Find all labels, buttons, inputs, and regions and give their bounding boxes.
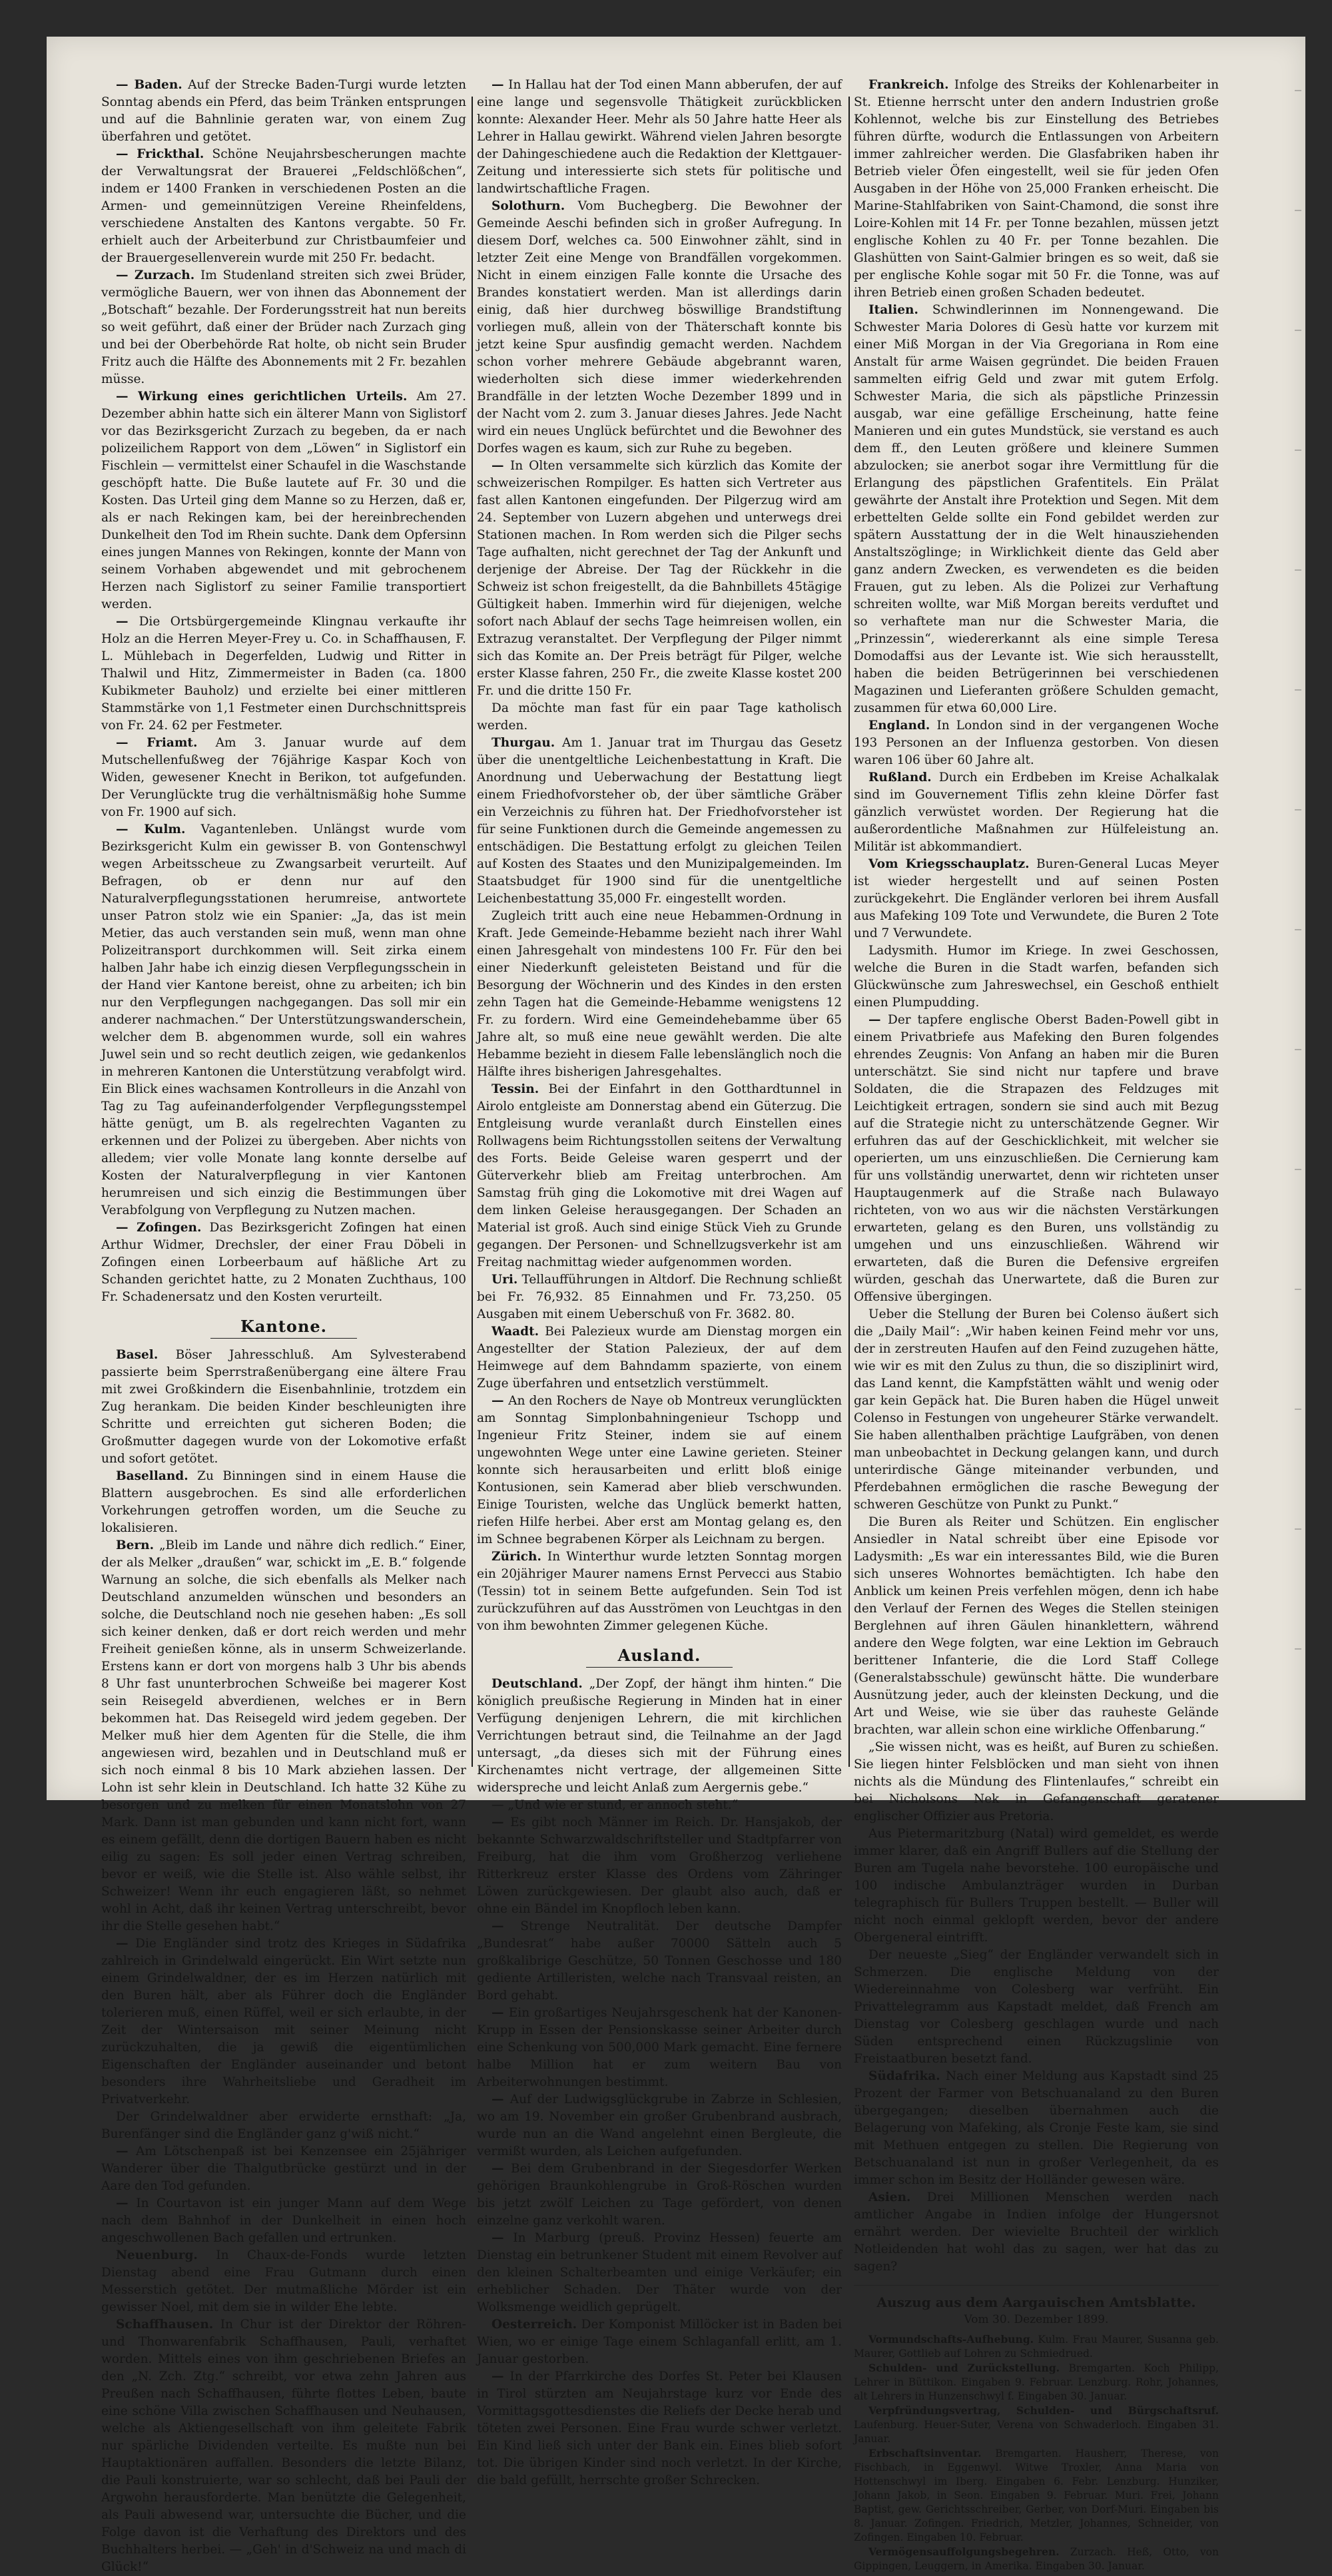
- article-text: Am Lötschenpaß ist bei Kenzensee ein 25jähriger Wanderer über die Thalgutbrücke gestürzt und in der Aare den Tod gefunden.: [101, 2144, 466, 2193]
- article-paragraph: [854, 942, 1219, 1012]
- extract-entry: [854, 2404, 1219, 2446]
- article-heading: Südafrika.: [868, 2069, 940, 2083]
- article-text: Nach einer Meldung aus Kapstadt sind 25 Prozent der Farmer von Betschuanaland zu den Buren übergegangen; dieselben übernahmen auch die Belagerung von Mafeking, als Cronje Feste kam, sie sind mit Methuen entgegen zu stellen. Die Regierung von Betschuanaland ist nun in großer Verlegenheit, da es immer schon im Besitz der Holländer gewesen wäre.: [854, 2069, 1219, 2187]
- extract-entry-text: Zurzach. Heß, Otto, von Gippingen, Leuggern, in Amerika. Eingaben 30. Januar.: [854, 2546, 1219, 2572]
- article-text: Buren-General Lucas Meyer ist wieder hergestellt und auf seinen Posten zurückgekehrt. Die Engländer verloren bei ihrem Ausfall aus Mafeking 109 Tote und Verwundete, die Buren 2 Tote und 7 Verwundete.: [854, 857, 1219, 940]
- article-heading: —: [492, 1394, 509, 1408]
- article-paragraph: [101, 821, 466, 1219]
- article-text: Drei Millionen Menschen werden nach amtlicher Angabe in Indien infolge der Hungersnot ernährt werden. Der wievielte Bruchteil der wirklich Notleidenden hat wohl das zu sagen, wer hat das zu sagen?: [854, 2190, 1219, 2274]
- column-3: [854, 77, 1219, 2572]
- article-paragraph: [854, 77, 1219, 302]
- article-text: In London sind in der vergangenen Woche 193 Personen an der Influenza gestorben. Von diesen waren 106 über 60 Jahre alt.: [854, 719, 1219, 767]
- article-text: In Courtavon ist ein junger Mann auf dem Wege nach dem Bahnhof in der Dunkelheit in einen hoch angeschwollenen Bach gefallen und ertrunken.: [101, 2196, 466, 2245]
- article-paragraph: [477, 198, 842, 458]
- article-paragraph: [477, 2005, 842, 2091]
- article-text: Schöne Neujahrsbescherungen machte der Verwaltungsrat der Brauerei „Feldschlößchen“, indem er 1400 Franken in verschiedenen Posten an die Armen- und gemeinnützigen Vereine Rheinfeldens, verschiedene Anstalten des Kantons vergabte. 50 Fr. erhielt auch der Arbeiterbund zur Christbaumfeier und der Brauergesellenverein wurde mit 250 Fr. bedacht.: [101, 147, 466, 265]
- article-paragraph: [854, 1306, 1219, 1514]
- section-heading: Kantone.: [240, 1317, 328, 1336]
- article-heading: Italien.: [868, 303, 918, 317]
- article-paragraph: [477, 1918, 842, 2005]
- column-rule: [472, 97, 473, 1767]
- extract-entry-text: Kulm. Frau Maurer, Susanna geb. Maurer, Gottlieb auf Lohren zu Schmiedrued.: [854, 2334, 1219, 2360]
- article-text: Der Grindelwaldner aber erwiderte ernsthaft: „Ja, Burenfänger sind die Engländer ganz g'wiß nicht.“: [101, 2110, 466, 2141]
- extract-entry-heading: Vormundschafts-Aufhebung.: [868, 2333, 1034, 2346]
- article-paragraph: [101, 1468, 466, 1537]
- article-paragraph: [101, 735, 466, 821]
- article-text: Das Bezirksgericht Zofingen hat einen Arthur Widmer, Drechsler, der einer Frau Döbeli in Zofingen einen Lorbeerbaum auf häßliche Art zu Schanden gerichtet hatte, zu 2 Monaten Zuchthaus, 100 Fr. Schadenersatz und den Kosten verurteilt.: [101, 1221, 466, 1304]
- section-heading: Ausland.: [617, 1646, 701, 1665]
- article-paragraph: [854, 1947, 1219, 2068]
- extract-subtitle: Vom 30. Dezember 1899.: [964, 2313, 1109, 2326]
- article-text: Böser Jahresschluß. Am Sylvesterabend passierte beim Sperrstraßenübergang eine ältere Frau mit zwei Großkindern die Eisenbahnlinie, trotzdem ein Zug herankam. Die beiden Kinder beschleunigten ihre Schritte und erreichten gut sicheren Boden; die Großmutter dagegen wurde von der Lokomotive erfaßt und sofort getötet.: [101, 1348, 466, 1466]
- extract-entry-text: Laufenburg. Heuer-Suter, Verena von Schwaderloch. Eingaben 31. Januar.: [854, 2419, 1219, 2445]
- article-paragraph: [101, 1347, 466, 1468]
- article-heading: Schaffhausen.: [116, 2318, 214, 2332]
- column-3-articles: [854, 77, 1219, 2276]
- article-text: In Chur ist der Direktor der Röhren- und Thonwarenfabrik Schaffhausen, Pauli, verhaftet worden. Mittels eines von ihm geschriebenen Briefes an den „N. Zch. Ztg.“ schreibt, vor etwa zehn Jahren aus Preußen nach Schaffhausen, führte flottes Leben, baute eine schöne Villa zwischen Schaffhausen und Neuhausen, welche als Aktiengesellschaft von ihm geleitete Fabrik nur spärliche Dividenden verteilte. Es mußte nun bei Hauptaktionären auffallen. Besonders die letzte Bilanz, die Pauli konstruierte, war so schlecht, daß bei Pauli der Argwohn herausforderte. Man benützte die Gelegenheit, als Pauli abwesend war, untersuchte die Bücher, und die Folge davon ist die Verhaftung des Direktors und des Buchhalters herbei. — „Geh' in d'Schweiz na und mach di Glück!“: [101, 2318, 466, 2574]
- extract-entry-text: Bremgarten. Koch Philipp, Lehrer in Büttikon. Eingaben 9. Februar. Lenzburg. Rohr, Johannes, alt Lehrers in Hunzenschwyl f. Eingaben 30. Januar.: [854, 2362, 1219, 2402]
- article-paragraph: [101, 2195, 466, 2247]
- article-text: Infolge des Streiks der Kohlenarbeiter in St. Etienne herrscht unter den andern Industrien große Kohlennot, welche bis zur Einstellung des Betriebes führen dürfte, wodurch die Entlassungen von Arbeitern immer zahlreicher werden. Die Glasfabriken haben ihr Betrieb vieler Öfen eingestellt, weil sie für jeden Ofen Ausgaben in der Höhe von 25,000 Franken erheischt. Die Marine-Stahlfabriken von Saint-Chamond, die sonst ihre Loire-Kohlen mit 14 Fr. per Tonne bezahlen, müssen jetzt englische Kohlen zu 40 Fr. per Tonne bezahlen. Die Glashütten von Saint-Galmier bringen es so weit, daß sie per englische Kohle sogar mit 50 Fr. die Tonne, was auf ihren Betrieb einen großen Schaden bedeutet.: [854, 78, 1219, 300]
- article-heading: Uri.: [492, 1273, 518, 1287]
- article-paragraph: [477, 735, 842, 908]
- article-heading: Oesterreich.: [492, 2318, 577, 2332]
- article-text: Der Komponist Millöcker ist in Baden bei Wien, wo er einige Tage einem Schlaganfall erlitt, am 1. Januar gestorben.: [477, 2318, 842, 2366]
- article-heading: —: [492, 2370, 510, 2384]
- article-heading: — Zurzach.: [116, 268, 195, 282]
- article-text: Strenge Neutralität. Der deutsche Dampfer „Bundesrat“ habe außer 70000 Sätteln auch 5 großkalibrige Geschütze, 50 Tonnen Geschosse und 180 gediente Artilleristen, welche nach Transvaal reisten, an Bord gehabt.: [477, 1919, 842, 2003]
- article-paragraph: [854, 1012, 1219, 1306]
- article-heading: Tessin.: [492, 1082, 539, 1096]
- article-text: Am 27. Dezember abhin hatte sich ein älterer Mann von Siglistorf vor das Bezirksgericht Zurzach zu begeben, da er nach polizeilichem Rapport von dem „Löwen“ in Siglistorf ein Fischlein — vermittelst einer Schaufel in die Waschstande geschöpft hatte. Die Buße lautete auf Fr. 30 und die Kosten. Das Urteil ging dem Manne so zu Herzen, daß er, als er nach Rekingen kam, bei der hereinbrechenden Dunkelheit den Tod im Rhein suchte. Dank dem Opfersinn eines jungen Mannes von Rekingen, konnte der Mann von seinem Vorhaben abgewendet und mit gebrochenem Herzen nach Siglistorf zu seiner Familie transportiert werden.: [101, 390, 466, 611]
- article-text: Aus Pietermaritzburg (Natal) wird gemeldet, es werde immer klarer, daß ein Angriff Bullers auf die Stellung der Buren am Tugela nahe bevorstehe. 100 europäische und 100 indische Ambulanzträger wurden in Durban telegraphisch für Bullers Truppen bestellt. — Buller will nicht noch einmal geklopft werden, bevor der andere Obergeneral eintrifft.: [854, 1827, 1219, 1945]
- article-paragraph: [854, 1825, 1219, 1947]
- article-heading: — Baden.: [116, 78, 182, 92]
- article-paragraph: [854, 302, 1219, 717]
- article-paragraph: [101, 77, 466, 146]
- article-heading: —: [492, 459, 510, 473]
- article-text: — „Und wie er stund, er annoch steht.“: [492, 1798, 739, 1812]
- article-paragraph: [477, 1393, 842, 1548]
- article-heading: Rußland.: [868, 771, 932, 785]
- article-text: Am 1. Januar trat im Thurgau das Gesetz über die unentgeltliche Leichenbestattung in Kraft. Die Anordnung und Ueberwachung der Bestattung liegt einem Friedhofvorsteher ob, der über sämtliche Gräber ein Verzeichnis zu führen hat. Der Friedhofvorsteher ist für seine Funktionen durch die Gemeinde angemessen zu entschädigen. Die Bestattung erfolgt zu gleichen Teilen auf Kosten des Staates und den Munizipalgemeinden. Im Staatsbudget für 1900 sind für die unentgeltliche Leichenbestattung 35,000 Fr. eingestellt worden.: [477, 736, 842, 906]
- article-paragraph: [477, 2368, 842, 2489]
- article-text: Zu Binningen sind in einem Hause die Blattern ausgebrochen. Es sind alle erforderlichen Vorkehrungen getroffen worden, um die Seuche zu lokalisieren.: [101, 1469, 466, 1535]
- article-paragraph: [854, 717, 1219, 769]
- article-paragraph: [477, 700, 842, 735]
- article-paragraph: [477, 2091, 842, 2160]
- article-heading: —: [492, 2231, 513, 2245]
- article-paragraph: [101, 146, 466, 267]
- article-paragraph: [854, 1514, 1219, 1739]
- newspaper-page: [47, 37, 1305, 2574]
- article-heading: — Wirkung eines gerichtlichen Urteils.: [116, 390, 408, 404]
- article-paragraph: [854, 856, 1219, 942]
- extract-entry-text: Bremgarten. Hausherr, Therese, von Fischbach, in Eggenwyl. Witwe Troxler, Anna Maria von Hottenschwyl im Iberg. Eingaben 6. Febr. Lenzburg. Hunziker, Johann Jakob, in Seon. Eingaben 9. Februar. Muri. Frei, Johann Baptist, gew. Gerichtsschreiber, Gerber, von Dorf-Muri. Eingaben bis 8. Januar. Zofingen. Friedrich, Metzler, Johannes, Schneider, von Zofingen. Eingaben 10. Februar.: [854, 2447, 1219, 2543]
- article-text: „Sie wissen nicht, was es heißt, auf Buren zu schießen. Sie liegen hinter Felsblöcken und man sieht von ihnen nichts als die Mündung des Flintenlaufes,“ schreibt ein bei Nicholsons Nek in Gefangenschaft geratener englischer Offizier aus Pretoria.: [854, 1740, 1219, 1823]
- article-heading: Vom Kriegsschauplatz.: [868, 857, 1030, 871]
- article-paragraph: [854, 1739, 1219, 1825]
- article-text: Auf der Ludwigsglückgrube in Zabrze in Schlesien, wo am 19. November ein großer Grubenbrand ausbrach, wurde nun an die Wand angelehnt einen Bergleute, die vermißt wurden, als Leichen aufgefunden.: [477, 2093, 842, 2158]
- article-paragraph: [101, 1537, 466, 1935]
- article-paragraph: [854, 769, 1219, 856]
- article-text: In Hallau hat der Tod einen Mann abberufen, der auf eine lange und segensvolle Thätigkeit zurückblicken konnte: Alexander Heer. Mehr als 50 Jahre hatte Heer als Lehrer in Hallau gewirkt. Während vielen Jahren besorgte der Dahingeschiedene auch die Redaktion der Klettgauer-Zeitung und interessierte sich stets für politische und landwirtschaftliche Fragen.: [477, 78, 842, 196]
- article-heading: — Zofingen.: [116, 1221, 202, 1235]
- article-paragraph: [477, 1323, 842, 1393]
- extract-entry-heading: Verpfründungsvertrag, Schulden- und Bürgschaftsruf.: [868, 2404, 1219, 2417]
- article-paragraph: [477, 1548, 842, 1635]
- article-heading: Waadt.: [492, 1325, 539, 1339]
- article-text: Die Ortsbürgergemeinde Klingnau verkaufte ihr Holz an die Herren Meyer-Frey u. Co. in Schaffhausen, F. L. Mühlebach in Degerfelden, Ludwig und Ritter in Thalwil und Hitz, Zimmermeister in Baden (ca. 1800 Kubikmeter Bauholz) und erzielte bei einer mittleren Stammstärke von 1,1 Festmeter einen Durchschnittspreis von Fr. 24. 62 per Festmeter.: [101, 615, 466, 733]
- article-text: Bei dem Grubenbrand in der Siegesdorfer Werken gehörigen Braunkohlengrube in Groß-Röschen wurden bis jetzt zwölf Leichen zu Tage gefördert, von denen einzelne ganz verkohlt waren.: [477, 2162, 842, 2228]
- extract-entry-heading: Erbschaftsinventar.: [868, 2447, 982, 2459]
- extract-rule: [854, 2285, 1219, 2286]
- article-paragraph: [477, 1814, 842, 1918]
- extract-entries: [854, 2332, 1219, 2573]
- article-heading: —: [492, 2006, 509, 2020]
- article-paragraph: [854, 2189, 1219, 2276]
- article-heading: —: [492, 2162, 511, 2176]
- article-paragraph: [477, 2160, 842, 2230]
- article-heading: —: [492, 1919, 521, 1933]
- article-heading: — Frickthal.: [116, 147, 204, 161]
- article-text: Es gibt noch Männer im Reich. Dr. Hansjakob, der bekannte Schwarzwaldschriftsteller und Stadtpfarrer von Freiburg, hat die ihm vom Großherzog verliehene Ritterkreuz erster Klasse des Ordens vom Zähringer Löwen zurückgewiesen. Der glaubt also auch, daß er ohne ein Bändel im Knopfloch leben kann.: [477, 1815, 842, 1916]
- article-paragraph: [477, 458, 842, 700]
- article-text: Schwindlerinnen im Nonnengewand. Die Schwester Maria Dolores di Gesù hatte vor kurzem mit einer Miß Morgan in der Via Gregoriana in Rom eine Anstalt für arme Waisen gegründet. Die beiden Frauen sammelten eifrig Geld und zwar mit gutem Erfolg. Schwester Maria, die sich als päpstliche Prinzessin ausgab, war eine gefällige Erscheinung, hatte feine Manieren und ein gutes Mundstück, sie verstand es auch dem ff., den Leuten größere und kleinere Summen abzulocken; sie anerbot sogar ihre Vermittlung für die Erlangung des päpstlichen Grafentitels. Ein Prälat gewährte der Anstalt ihre Protektion und Segen. Mit dem erbettelten Gelde sollte ein Fond gebildet werden zur spätern Ausstattung der in die Welt hinausziehenden Anstaltszöglinge; in Wirklichkeit diente das Geld aber ganz andern Zwecken, es verwendeten es die beiden Frauen, gut zu leben. Als die Polizei zur Verhaftung schreiten wollte, war Miß Morgan bereits verduftet und so verhaftete man nur die Schwester Maria, die „Prinzessin“, wiedererkannt als eine simple Teresa Domodaffsi aus der Levante ist. Wie sich herausstellt, haben die beiden Betrügerinnen bei verschiedenen Magazinen und Lieferanten größere Schulden gemacht, zusammen für etwa 60,000 Lire.: [854, 303, 1219, 715]
- article-heading: —: [116, 2196, 137, 2210]
- article-heading: —: [492, 2093, 510, 2106]
- article-text: Im Studenland streiten sich zwei Brüder, vermögliche Bauern, wer von ihnen das Abonnement der „Botschaft“ bezahle. Der Forderungsstreit hat nun bereits so weit geführt, daß einer der Brüder nach Zurzach ging und bei der Oberbehörde Rat holte, ob nicht sein Bruder Fritz auch die Hälfte des Abonnements mit 2 Fr. bezahlen müsse.: [101, 268, 466, 386]
- article-paragraph: [477, 1797, 842, 1814]
- extract-entry: [854, 2361, 1219, 2404]
- article-text: Ladysmith. Humor im Kriege. In zwei Geschossen, welche die Buren in die Stadt warfen, befanden sich Glückwünsche zum Jahreswechsel, ein Geschoß enthielt einen Plumpudding.: [854, 944, 1219, 1010]
- article-text: In Chaux-de-Fonds wurde letzten Dienstag abend eine Frau Gutmann durch einen Messerstich getötet. Der mutmaßliche Mörder ist ein gewisser Noel, mit dem sie in wilder Ehe lebte.: [101, 2248, 466, 2314]
- article-paragraph: [477, 1081, 842, 1271]
- article-heading: —: [116, 615, 139, 629]
- article-paragraph: [854, 2068, 1219, 2189]
- article-heading: Basel.: [116, 1348, 159, 1362]
- article-paragraph: [101, 2247, 466, 2316]
- article-paragraph: [477, 908, 842, 1081]
- article-heading: Neuenburg.: [116, 2248, 198, 2262]
- extract-entry-heading: Schulden- und Zurückstellung.: [868, 2362, 1060, 2374]
- article-text: Ueber die Stellung der Buren bei Colenso äußert sich die „Daily Mail“: „Wir haben keinen Feind mehr vor uns, der in zerstreuten Haufen auf den Feind zuzugehen hätte, wie wir es mit den Zulus zu thun, die so disziplinirt wird, das Land kennt, die Kampfstätten wählt und wenig oder gar kein Gepäck hat. Die Buren haben die Hügel unweit Colenso in Festungen von ungeheurer Stärke verwandelt. Sie haben allenthalben prächtige Laufgräben, von denen man unbeobachtet in Deckung gelangen kann, und durch unterirdische Gänge miteinander verbunden, und Pferdebahnen ermöglichen die rasche Bewegung der schweren Geschütze von Punkt zu Punkt.“: [854, 1307, 1219, 1512]
- article-heading: Zürich.: [492, 1550, 541, 1564]
- article-paragraph: [101, 2143, 466, 2195]
- article-text: „Bleib im Lande und nähre dich redlich.“ Einer, der als Melker „draußen“ war, schickt im „E. B.“ folgende Warnung an solche, die sich ebenfalls als Melker nach Deutschland anzumelden wünschen und besonders an solche, die Deutschland noch nie gesehen haben: „Es soll sich keiner denken, daß er dort reich werden und mehr Freiheit genießen könne, als in unserm Schweizerlande. Erstens kann er dort von morgens halb 3 Uhr bis abends 8 Uhr fast ununterbrochen Schweiße bei magerer Kost sein Reisegeld abverdienen, welches er in Bern bekommen hat. Das Reisegeld wird jedem gegeben. Der Melker muß hier dem Agenten für die Stelle, die ihm angewiesen wird, bezahlen und in Deutschland muß er sich noch einmal 8 bis 10 Mark abziehen lassen. Der Lohn ist sehr klein in Deutschland. Ich hatte 32 Kühe zu besorgen und zu melken für einen Monatslohn von 27 Mark. Dann ist man gebunden und kann nicht fort, wann es einem gefällt, denn die dortigen Bauern haben es nicht eilig zu sagen: Es soll jeder einen Vertrag schreiben, bevor er weiß, wie die Stelle ist. Also wähle selbst, ihr Schweizer! Wenn ihr euch engagieren läßt, so nehmet wohl in Acht, daß ihr keinen Vertrag unterschreibt, bevor ihr die Stelle gesehen habt.“: [101, 1538, 466, 1933]
- column-2: [477, 77, 842, 2487]
- article-text: Vom Buchegberg. Die Bewohner der Gemeinde Aeschi befinden sich in großer Aufregung. In diesem Dorf, welches ca. 500 Einwohner zählt, sind in letzter Zeit eine Menge von Brandfällen vorgekommen. Nicht in einem einzigen Falle konnte die Ursache des Brandes konstatiert werden. Man ist allerdings darin einig, daß hier durchweg böswillige Brandstiftung vorliegen muß, allein von der Thäterschaft konnte bis jetzt keine Spur ausfindig gemacht werden. Nachdem schon vorher mehrere Gebäude abgebrannt waren, wiederholten sich diese immer wiederkehrenden Brandfälle in der letzten Woche Dezember 1899 und in der Nacht vom 2. zum 3. Januar dieses Jahres. Jede Nacht wird ein neues Unglück befürchtet und die Bewohner des Dorfes wagen es kaum, sich zur Ruhe zu begeben.: [477, 199, 842, 456]
- article-text: Vagantenleben. Unlängst wurde vom Bezirksgericht Kulm ein gewisser B. von Gontenschwyl wegen Arbeitsscheue zu Zwangsarbeit verurteilt. Auf Befragen, ob er denn nur auf den Naturalverpflegungsstationen herumreise, antwortete unser Patron stolz wie ein Spanier: „Ja, das ist mein Metier, das auch verstanden sein muß, wenn man ohne Polizeitransport durchkommen will. Seit zirka einem halben Jahr habe ich einzig diesen Verpflegungsschein in der Hand vier Kantone bereist, ohne zu arbeiten; ich bin nur den Verpflegungen nachgegangen. Das soll mir ein anderer nachmachen.“ Der Unterstützungswanderschein, welcher dem B. abgenommen wurde, soll ein wahres Juwel sein und so recht deutlich zeigen, wie gedankenlos in mehreren Kantonen die Unterstützung verabfolgt wird. Ein Blick eines wachsamen Kontrolleurs in die Anzahl von Tag zu Tag aufeinanderfolgender Verpflegungsstempel hätte genügt, um B. als regelrechten Vaganten zu erkennen und der Polizei zu übergeben. Aber nichts von alledem; vier volle Monate lang konnte derselbe auf Kosten der Naturalverpflegung in vier Kantonen herumreisen und sich einzig die Bestimmungen über Verabfolgung von Verpflegung zu Nutzen machen.: [101, 822, 466, 1217]
- page-edge-marks: [1295, 90, 1301, 1755]
- article-text: Tellaufführungen in Altdorf. Die Rechnung schließt bei Fr. 76,932. 85 Einnahmen und Fr. 73,250. 05 Ausgaben mit einem Ueberschuß von Fr. 3682. 80.: [477, 1273, 842, 1321]
- article-text: In der Pfarrkirche des Dorfes St. Peter bei Klausen in Tirol stürzten am Neujahrstage kurz vor Ende des Vormittagsgottesdienstes die Reliefs der Decke herab und töteten zwei Personen. Eine Frau wurde schwer verletzt. Ein Kind ließ sich unter der Bank ein. Eines blieb sofort tot. Die übrigen Kinder sind noch verletzt. In der Kirche, die bald gefüllt, herrschte großer Schrecken.: [477, 2370, 842, 2487]
- article-text: Die Engländer sind trotz des Krieges in Südafrika zahlreich in Grindelwald eingerückt. Ein Wirt setzte nun einem Grindelwaldner, der es im Herzen natürlich mit den Buren hält, aber als Führer doch die Engländer tolerieren muß, einen Rüffel, weil er sich erlaubte, in der Zeit der Wintersaison mit seiner Meinung nicht zurückzuhalten, die ja gewiß die eigentümlichen Eigenschaften der Engländer auseinander und betont besonders ihre Wahrheitsliebe und Geradheit im Privatverkehr.: [101, 1937, 466, 2106]
- extract-entry: [854, 2446, 1219, 2545]
- article-text: Der tapfere englische Oberst Baden-Powell gibt in einem Privatbriefe aus Mafeking den Buren folgendes ehrendes Zeugnis: Von Anfang an haben mir die Buren unterschätzt. Sie sind nicht nur tapfere und brave Soldaten, die die Strapazen des Feldzuges mit Leichtigkeit ertragen, sondern sie sind auch mit Bezug auf die Strategie nicht zu unterschätzende Gegner. Wir erfuhren das auf der Geschicklichkeit, mit welcher sie operierten, um uns einzuschließen. Die Cernierung kam für uns vollständig unerwartet, denn wir richteten unser Hauptaugenmerk auf die Straße nach Bulawayo richteten, von wo aus wir die nächsten Verstärkungen erwarteten, gelang es den Buren, uns vollständig zu umgehen und uns einzuschließen. Während wir erwarteten, daß die Buren die Defensive ergreifen würden, geschah das Unerwartete, daß die Buren zur Offensive übergingen.: [854, 1013, 1219, 1304]
- article-text: Der neueste „Sieg“ der Engländer verwandelt sich in Schmerzen. Die englische Meldung von der Wiedereinnahme von Colesberg war verfrüht. Ein Privattelegramm aus Kapstadt meldet, daß French am Dienstag vor Colesberg geschlagen wurde und nach Süden entsprechend einen Rückzugslinie von Freistaatburen besetzt fand.: [854, 1948, 1219, 2066]
- article-heading: —: [492, 78, 509, 92]
- article-paragraph: [101, 2108, 466, 2143]
- article-heading: Bern.: [116, 1538, 155, 1552]
- extract-entry: [854, 2545, 1219, 2573]
- article-text: Da möchte man fast für ein paar Tage katholisch werden.: [477, 701, 842, 733]
- extract-entry-heading: Vermögensauffolgungsbegehren.: [868, 2545, 1060, 2558]
- article-paragraph: [101, 267, 466, 388]
- article-text: Zugleich tritt auch eine neue Hebammen-Ordnung in Kraft. Jede Gemeinde-Hebamme bezieht nach ihrer Wahl einen Jahresgehalt von mindestens 100 Fr. Für den bei einer Niederkunft geleisteten Beistand und für die Besorgung der Wöchnerin und des Kindes in den ersten zehn Tagen hat die Gemeinde-Hebamme wenigstens 12 Fr. zu fordern. Wird eine Gemeindehebamme über 65 Jahre alt, so muß eine neue gewählt werden. Die alte Hebamme bezieht in diesem Falle lebenslänglich noch die Hälfte ihres bisherigen Jahresgehaltes.: [477, 909, 842, 1079]
- article-heading: England.: [868, 719, 930, 733]
- article-heading: —: [116, 1937, 136, 1951]
- article-text: In Olten versammelte sich kürzlich das Komite der schweizerischen Rompilger. Es hatten sich Vertreter aus fast allen Kantonen eingefunden. Der Pilgerzug wird am 24. September von Luzern abgehen und unterwegs drei Stationen machen. In Rom werden sich die Pilger sechs Tage aufhalten, nicht gerechnet der Tag der Ankunft und derjenige der Abreise. Der Tag der Rückkehr in die Schweiz ist schon freigestellt, da die Bahnbillets 45tägige Gültigkeit haben. Immerhin wird für diejenigen, welche sofort nach Ablauf der sechs Tage heimreisen wollen, ein Extrazug veranstaltet. Der Verpflegung der Pilger nimmt sich das Komite an. Der Preis beträgt für Pilger, welche erster Klasse fahren, 250 Fr., die zweite Klasse kostet 200 Fr. und die dritte 150 Fr.: [477, 459, 842, 698]
- article-paragraph: [101, 388, 466, 613]
- article-text: Durch ein Erdbeben im Kreise Achalkalak sind im Gouvernement Tiflis zehn kleine Dörfer fast gänzlich verwüstet worden. Der Regierung hat die außerordentliche Maßnahmen zur Hülfeleistung an. Militär ist abkommandiert.: [854, 771, 1219, 854]
- article-heading: —: [868, 1013, 888, 1027]
- article-text: Auf der Strecke Baden-Turgi wurde letzten Sonntag abends ein Pferd, das beim Tränken entsprungen und auf die Bahnlinie geraten war, von einem Zug überfahren und getötet.: [101, 78, 466, 144]
- article-text: In Marburg (preuß. Provinz Hessen) feuerte am Dienstag ein betrunkener Student mit einem Revolver auf den kleinen Schalterbeamten und einige Verkäufer; ein erheblicher Schaden. Der Thäter wurde von der Wolksmenge weidlich geprügelt.: [477, 2231, 842, 2314]
- article-paragraph: [101, 2316, 466, 2576]
- article-paragraph: [101, 1219, 466, 1306]
- article-paragraph: [101, 1935, 466, 2108]
- article-text: Am 3. Januar wurde auf dem Mutschellenfußweg der 76jährige Kaspar Koch von Widen, gewesener Knecht in Berikon, tot aufgefunden. Der Verunglückte trug die verhältnismäßig hohe Summe von Fr. 1900 auf sich.: [101, 736, 466, 819]
- article-text: In Winterthur wurde letzten Sonntag morgen ein 20jähriger Maurer namens Ernst Pervecci aus Stabio (Tessin) tot in seinem Bette aufgefunden. Sein Tod ist zurückzuführen auf das Ausströmen von Leuchtgas in den von ihm bewohnten Zimmer gelegenen Küche.: [477, 1550, 842, 1633]
- section-rule: [210, 1338, 356, 1339]
- article-paragraph: [477, 1676, 842, 1797]
- article-heading: Solothurn.: [492, 199, 565, 213]
- extract-entry: [854, 2332, 1219, 2361]
- article-heading: Frankreich.: [868, 78, 949, 92]
- article-text: Die Buren als Reiter und Schützen. Ein englischer Ansiedler in Natal schreibt über eine Episode vor Ladysmith: „Es war ein interessantes Bild, wie die Buren sich unseres Wohnortes bemächtigten. Ich habe den Anblick um keinen Preis verfehlen mögen, denn ich habe den Verlauf der Fernen des Weges die Stellen steinigen Berglehnen auf ihren Gäulen hinanklettern, während andere den Wege folgten, war eine Lektion im Gebrauch berittener Infanterie, die die Lord Staff College (Generalstabsschule) gewünscht hätte. Die wunderbare Ausnützung jeder, auch der kleinsten Deckung, und die Art und Weise, wie sie über das rauheste Gelände brachten, war allein schon eine wirkliche Offenbarung.“: [854, 1515, 1219, 1737]
- article-paragraph: [477, 2230, 842, 2316]
- article-heading: — Kulm.: [116, 822, 186, 836]
- article-heading: —: [492, 1815, 511, 1829]
- column-rule: [848, 97, 850, 1767]
- article-heading: Deutschland.: [492, 1677, 583, 1691]
- article-paragraph: [477, 2316, 842, 2368]
- article-paragraph: [477, 77, 842, 198]
- extract-title: Auszug aus dem Aargauischen Amtsblatte.: [876, 2294, 1196, 2310]
- article-text: Ein großartiges Neujahrsgeschenk hat der Kanonen-Krupp in Essen der Pensionskasse seiner Arbeiter durch eine Schenkung von 500,000 Mark gemacht. Eine fernere halbe Million hat er zum weitern Bau von Arbeiterwohnungen bestimmt.: [477, 2006, 842, 2089]
- official-gazette-extract: [854, 2285, 1219, 2573]
- article-text: „Der Zopf, der hängt ihm hinten.“ Die königlich preußische Regierung in Minden hat in einer Verfügung denjenigen Lehrern, die mit kirchlichen Verrichtungen betraut sind, die Teilnahme an der Jagd untersagt, „da dieses sich mit der Führung eines Kirchenamtes nicht vertrage, der allgemeinen Sitte widerspreche und leicht Anlaß zum Aergernis gebe.“: [477, 1677, 842, 1795]
- article-text: Bei Palezieux wurde am Dienstag morgen ein Angestellter der Station Palezieux, der auf dem Heimwege auf dem Bahndamm spazierte, von einem Zuge überfahren und entsetzlich verstümmelt.: [477, 1325, 842, 1391]
- article-text: Bei der Einfahrt in den Gotthardtunnel in Airolo entgleiste am Donnerstag abend ein Güterzug. Die Entgleisung wurde veranlaßt durch Einstellen eines Rollwagens beim Richtungsstollen seitens der Verwaltung des Forts. Beide Geleise waren gesperrt und der Güterverkehr blieb am Freitag unterbrochen. Am Samstag früh ging die Lokomotive mit drei Wagen auf dem linken Geleise herausgegangen. Der Schaden an Material ist groß. Auch sind einige Stück Vieh zu Grunde gegangen. Der Personen- und Schnellzugsverkehr ist am Freitag nachmittag wieder aufgenommen worden.: [477, 1082, 842, 1269]
- article-heading: —: [116, 2144, 136, 2158]
- article-text: An den Rochers de Naye ob Montreux verunglückten am Sonntag Simplonbahningenieur Tschopp und Ingenieur Fritz Steiner, indem sie auf einem ungewohnten Wege unter eine Lawine gerieten. Steiner konnte sich herausarbeiten und erlitt bloß einige Kontusionen, sein Kamerad aber blieb verschwunden. Einige Touristen, welche das Unglück bemerkt hatten, riefen Hilfe herbei. Aber erst am Montag gelang es, den im Schnee begrabenen Körper als Leichnam zu bergen.: [477, 1394, 842, 1546]
- article-heading: — Friamt.: [116, 736, 198, 750]
- column-1: [101, 77, 466, 2574]
- article-heading: Baselland.: [116, 1469, 188, 1483]
- article-heading: Thurgau.: [492, 736, 555, 750]
- section-rule: [586, 1667, 732, 1668]
- article-paragraph: [101, 613, 466, 735]
- article-paragraph: [477, 1271, 842, 1323]
- article-heading: Asien.: [868, 2190, 911, 2204]
